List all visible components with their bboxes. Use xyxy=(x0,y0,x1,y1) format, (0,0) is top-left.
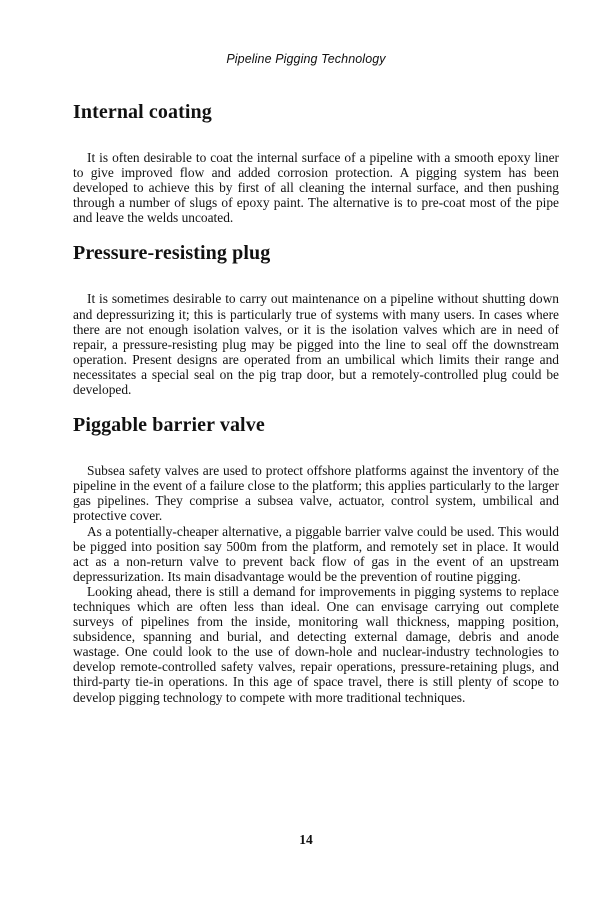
page-number: 14 xyxy=(299,832,313,847)
section-heading: Pressure-resisting plug xyxy=(73,242,271,265)
section-internal-coating xyxy=(73,100,559,225)
section-piggable-barrier-valve xyxy=(73,413,559,705)
paragraph: It is often desirable to coat the internal surface of a pipeline with a smooth epoxy liner to give improved flow and added corrosion protection. A pigging system has been developed to achieve this by first of all cleaning the internal surface, and then pushing through a number of slugs of epoxy paint. The alternative is to pre-coat most of the pipe and leave the welds uncoated. xyxy=(73,150,559,226)
running-head: Pipeline Pigging Technology xyxy=(226,52,386,66)
section-heading: Internal coating xyxy=(73,101,212,123)
section-heading: Piggable barrier valve xyxy=(73,414,265,437)
paragraph: Looking ahead, there is still a demand for improvements in pigging systems to replace techniques which are often less than ideal. One can envisage carrying out complete surveys of pipelines from the inside, monitoring wall thickness, mapping position, subsidence, spanning and burial, and detecting external damage, debris and anode wastage. One could look to the use of down-hole and nuclear-industry technologies to develop remote-controlled safety valves, repair operations, pressure-retaining plugs, and third-party tie-in operations. In this age of space travel, there is still plenty of scope to develop pigging technology to compete with more traditional techniques. xyxy=(73,583,559,705)
paragraph: Subsea safety valves are used to protect offshore platforms against the inventory of the pipeline in the event of a failure close to the platform; this applies particularly to the larger gas pipelines. They comprise a subsea valve, actuator, control system, umbilical and protective cover. xyxy=(73,463,559,524)
page-body xyxy=(73,100,559,705)
paragraph: It is sometimes desirable to carry out maintenance on a pipeline without shutting down and depressurizing it; this is particularly true of systems with many users. In cases where there are not enough isolation valves, or it is the isolation valves which are in need of repair, a pressure-resisting plug may be pigged into the line to seal off the downstream operation. Present designs are operated from an umbilical which limits their range and necessitates a special seal on the pig trap door, but a remotely-controlled plug could be developed. xyxy=(73,291,559,398)
section-pressure-resisting-plug xyxy=(73,241,559,397)
paragraph: As a potentially-cheaper alternative, a piggable barrier valve could be used. This would be pigged into position say 500m from the platform, and remotely set in place. It would act as a non-return valve to prevent back flow of gas in the event of an upstream depressurization. Its main disadvantage would be the prevention of routine pigging. xyxy=(73,523,559,584)
